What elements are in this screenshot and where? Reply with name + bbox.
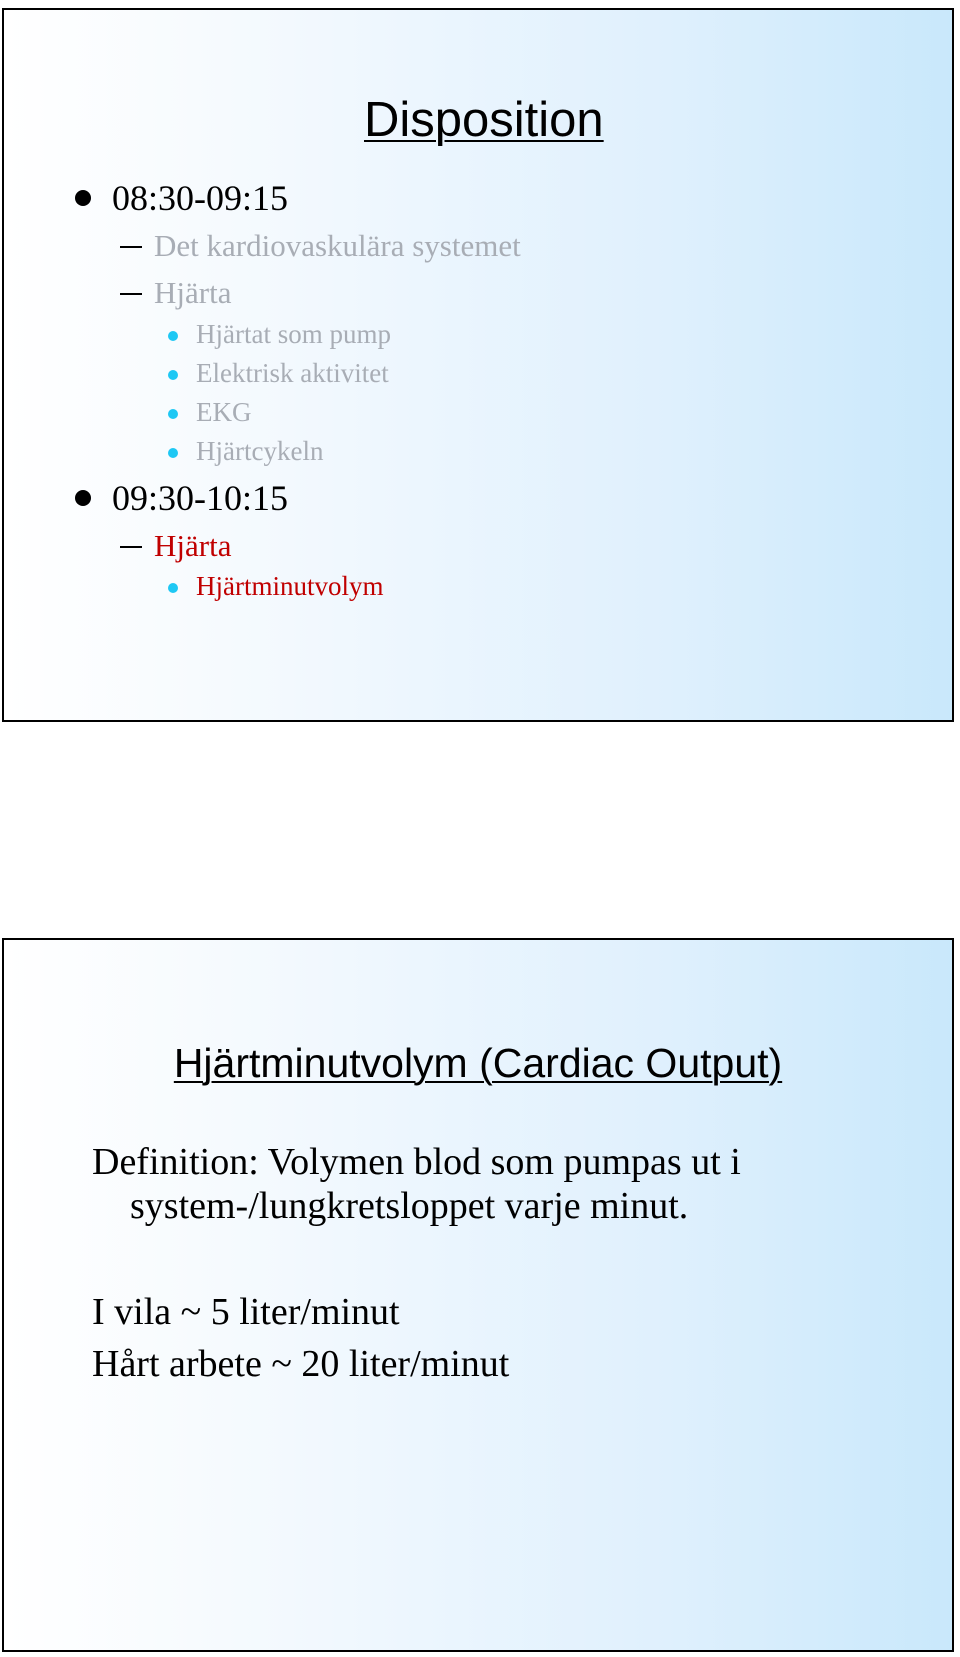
bullet-dot-icon (75, 490, 91, 506)
bullet-dot-icon (168, 448, 178, 458)
slide-disposition (2, 8, 954, 722)
work-value: Hårt arbete ~ 20 liter/minut (92, 1343, 510, 1385)
definition-line-2: system-/lungkretsloppet varje minut. (130, 1185, 689, 1227)
slide-cardiac-output (2, 938, 954, 1652)
outline-item-active: Hjärta (154, 528, 232, 563)
bullet-dot-icon (75, 190, 91, 206)
outline-time: 09:30-10:15 (112, 478, 288, 518)
rest-value: I vila ~ 5 liter/minut (92, 1291, 400, 1333)
outline-time: 08:30-09:15 (112, 178, 288, 218)
dash-icon (120, 546, 142, 548)
outline-subitem: Hjärtcykeln (196, 436, 324, 466)
bullet-dot-icon (168, 370, 178, 380)
outline-subitem: Hjärtat som pump (196, 319, 391, 349)
outline-subitem: Elektrisk aktivitet (196, 358, 389, 388)
dash-icon (120, 246, 142, 248)
definition-line-1: Definition: Volymen blod som pumpas ut i (92, 1141, 741, 1183)
slide-title: Hjärtminutvolym (Cardiac Output) (173, 1040, 783, 1086)
bullet-dot-icon (168, 583, 178, 593)
outline-subitem: EKG (196, 397, 252, 427)
bullet-dot-icon (168, 409, 178, 419)
outline-item: Hjärta (154, 275, 232, 310)
bullet-dot-icon (168, 331, 178, 341)
slide-title: Disposition (364, 93, 604, 147)
dash-icon (120, 293, 142, 295)
outline-subitem-active: Hjärtminutvolym (196, 571, 384, 601)
outline-item: Det kardiovaskulära systemet (154, 228, 521, 263)
